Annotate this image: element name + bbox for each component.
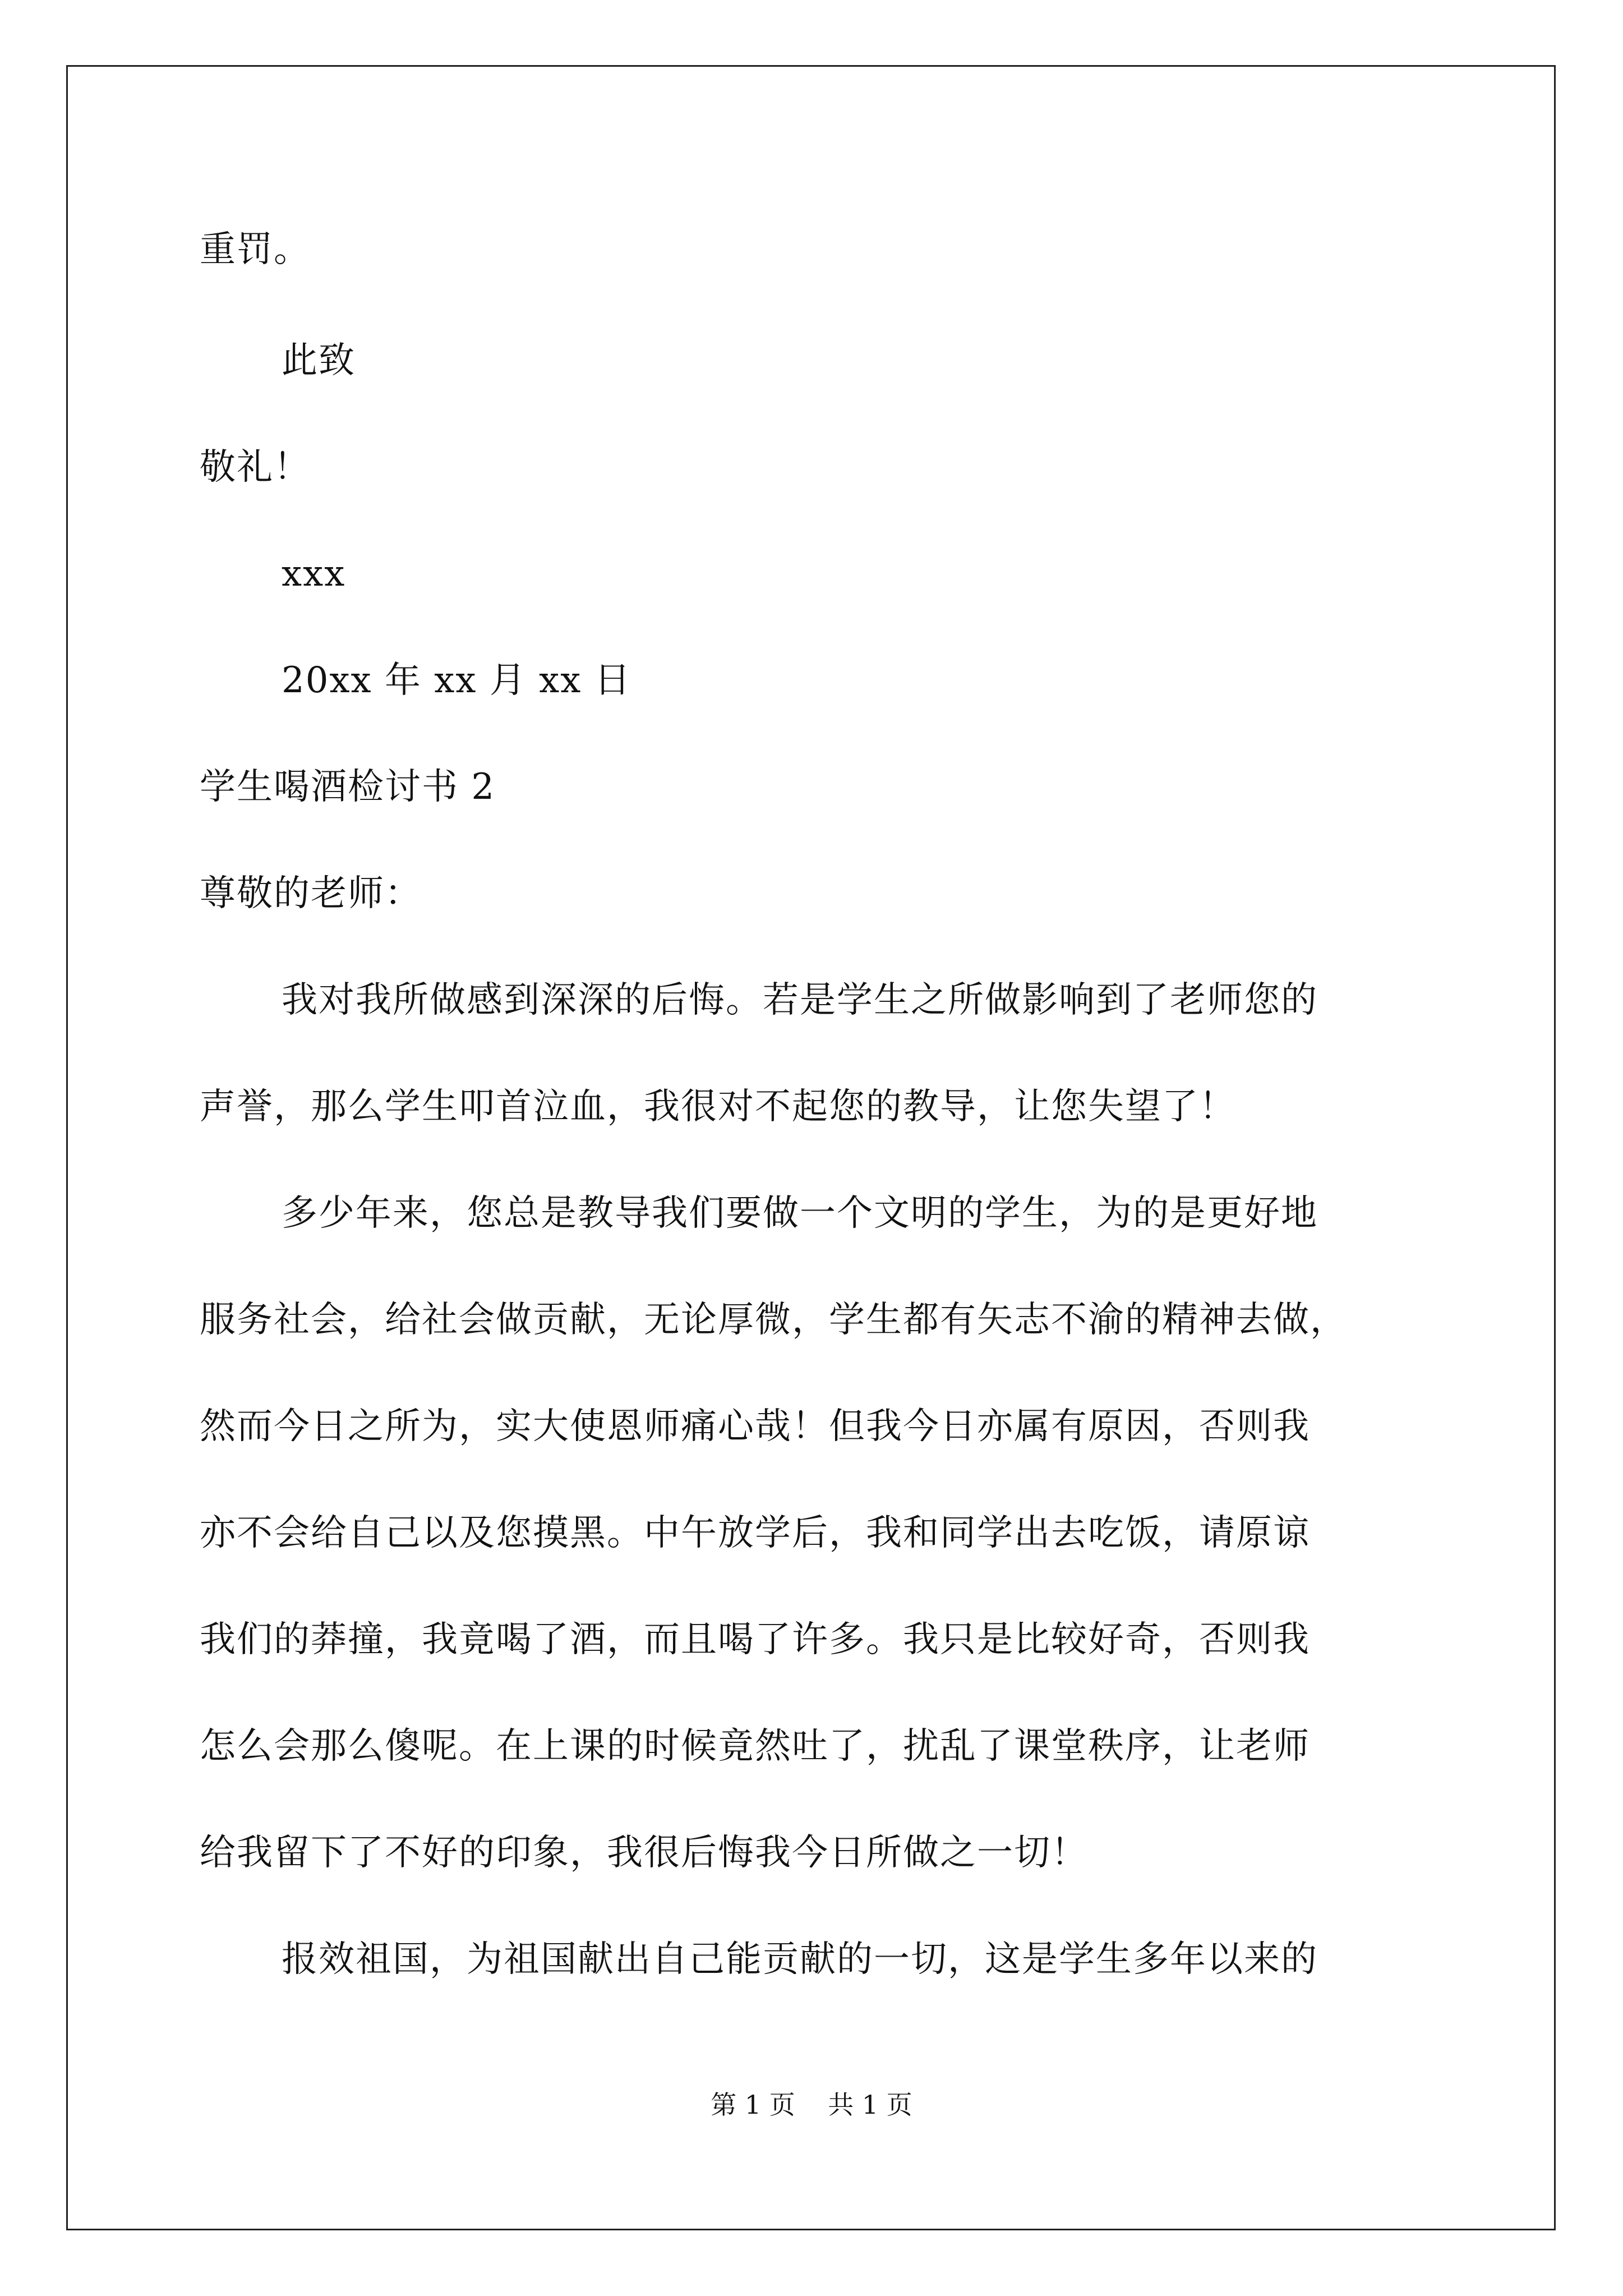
text-line: 重罚。 [200,229,311,270]
paragraph-line: 我们的莽撞，我竟喝了酒，而且喝了许多。我只是比较好奇，否则我 [200,1619,1310,1660]
paragraph-line: 怎么会那么傻呢。在上课的时候竟然吐了，扰乱了课堂秩序，让老师 [200,1726,1310,1767]
paragraph-line: 多少年来，您总是教导我们要做一个文明的学生，为的是更好地 [282,1193,1318,1234]
paragraph-line: 我对我所做感到深深的后悔。若是学生之所做影响到了老师您的 [282,979,1318,1021]
greeting: 尊敬的老师： [200,873,422,914]
salutation-closing: 此致 [282,340,356,381]
section-title: 学生喝酒检讨书 2 [200,766,496,808]
signature-date: 20xx 年 xx 月 xx 日 [282,660,631,701]
signature-name: xxx [282,553,346,595]
paragraph-line: 报效祖国，为祖国献出自己能贡献的一切，这是学生多年以来的 [282,1939,1318,1980]
paragraph-line: 然而今日之所为，实大使恩师痛心哉！但我今日亦属有原因，否则我 [200,1406,1310,1447]
page-number-footer: 第 1 页 共 1 页 [711,2090,912,2120]
paragraph-line: 服务社会，给社会做贡献，无论厚微，学生都有矢志不渝的精神去做， [200,1299,1347,1341]
paragraph-line: 亦不会给自己以及您摸黑。中午放学后，我和同学出去吃饭，请原谅 [200,1512,1310,1554]
paragraph-line: 给我留下了不好的印象，我很后悔我今日所做之一切！ [200,1832,1088,1874]
paragraph-line: 声誉，那么学生叩首泣血，我很对不起您的教导，让您失望了！ [200,1086,1236,1128]
page-border [66,65,1556,2230]
salutation-respect: 敬礼！ [200,447,311,488]
